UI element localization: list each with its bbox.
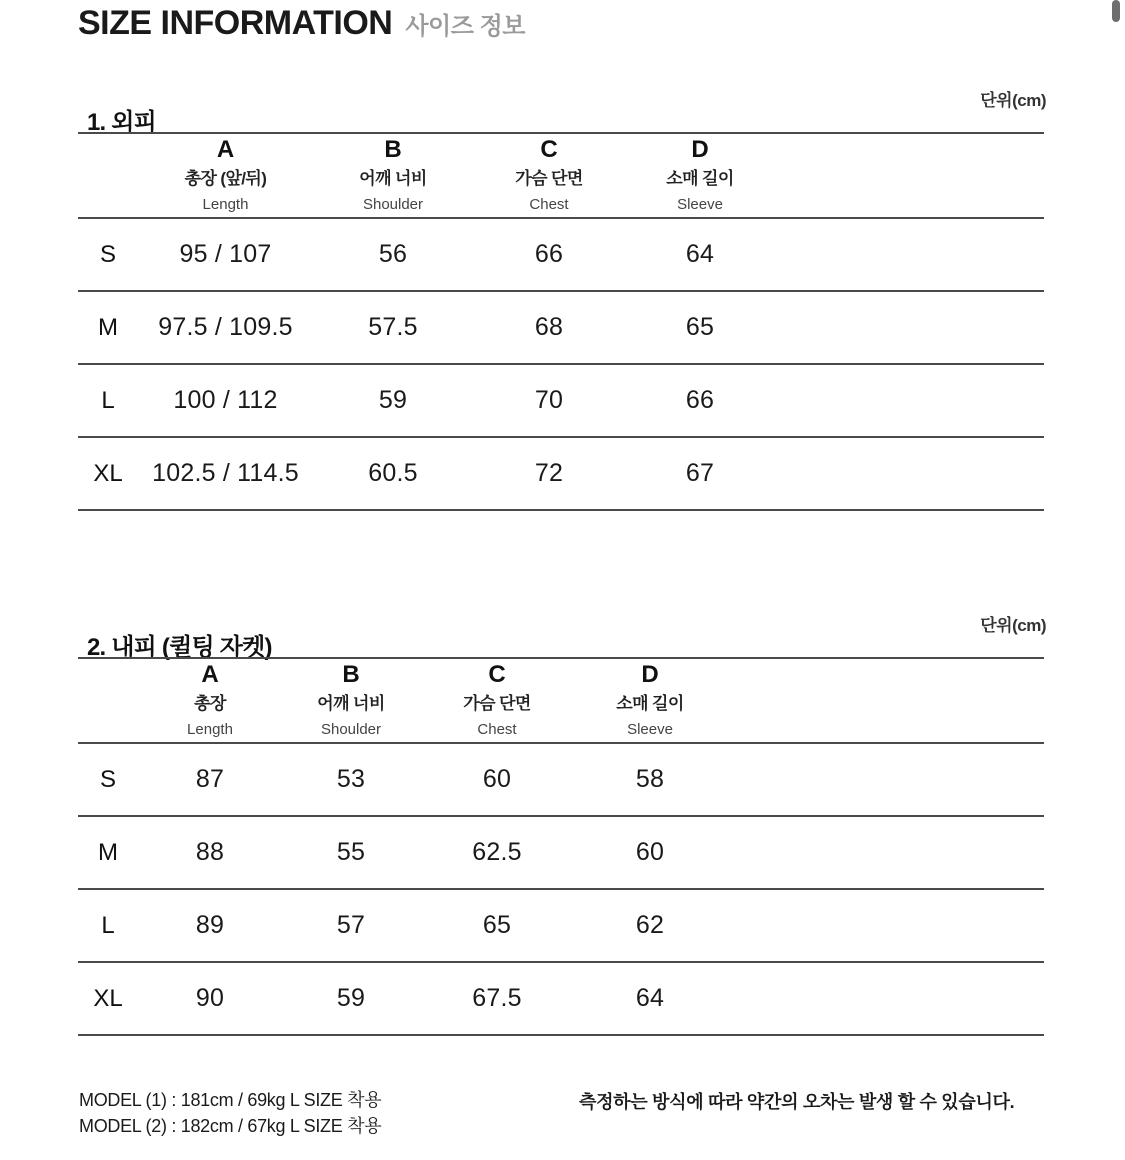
section-title: 1. 외피 [87,109,157,136]
cell-shoulder: 59 [336,984,366,1013]
header-kr-a: 총장 (앞/뒤) [184,169,267,189]
cell-shoulder: 55 [336,838,366,867]
cell-sleeve: 67 [685,459,715,488]
header-letter-c: C [488,661,506,688]
cell-sleeve: 66 [685,386,715,415]
header-letter-a: A [216,136,235,163]
model-info-line-2: MODEL (2) : 182cm / 67kg L SIZE 착용 [79,1115,382,1136]
cell-pad [775,365,1044,437]
cell-length: 100 / 112 [173,386,278,415]
section-inner-lining [0,611,1125,1036]
header-kr-d: 소매 길이 [616,694,684,714]
footer [0,1086,1125,1160]
cell-chest: 65 [482,911,512,940]
cell-shoulder: 59 [378,386,408,415]
table-row [78,744,1044,816]
cell-length: 90 [195,984,225,1013]
header-en-c: Chest [477,721,517,739]
cell-pad [726,744,1044,816]
table-row [78,438,1044,510]
table-row [78,292,1044,364]
model-info-line-1: MODEL (1) : 181cm / 69kg L SIZE 착용 [79,1090,382,1110]
section-header [0,611,1125,661]
table-row [78,963,1044,1035]
header-kr-d: 소매 길이 [666,169,734,189]
header-en-b: Shoulder [320,721,382,739]
header-kr-b: 어깨 너비 [359,169,427,189]
cell-length: 95 / 107 [179,240,272,269]
cell-sleeve: 65 [685,313,715,342]
header-cell-c [473,134,625,218]
measurement-disclaimer: 측정하는 방식에 따라 약간의 오차는 발생 할 수 있습니다. [579,1092,1015,1112]
header-en-d: Sleeve [677,196,723,214]
row-size-label: S [99,765,116,793]
table-rule [78,1035,1044,1036]
header-en-a: Length [202,196,249,214]
cell-pad [775,219,1044,291]
row-size-label: L [101,386,115,414]
size-table-outer-shell [78,132,1044,511]
cell-length: 89 [195,911,225,940]
header-letter-d: D [691,136,709,163]
cell-sleeve: 60 [635,838,665,867]
header-en-c: Chest [529,196,569,214]
table-header-row [78,134,1044,218]
header-cell-c [420,659,574,743]
header-letter-d: D [641,661,659,688]
header-letter-a: A [201,661,219,688]
cell-sleeve: 64 [635,984,665,1013]
table-header-row [78,659,1044,743]
cell-pad [726,817,1044,889]
header-cell-d [574,659,726,743]
header-cell-size [78,659,138,743]
header-en-d: Sleeve [627,721,673,739]
table-row [78,365,1044,437]
cell-chest: 72 [534,459,564,488]
header-letter-b: B [342,661,360,688]
cell-pad [726,890,1044,962]
cell-shoulder: 57 [336,911,366,940]
section-header [0,86,1125,136]
size-table-inner-lining [78,657,1044,1036]
header-cell-a [138,659,282,743]
page-title-sub: 사이즈 정보 [405,13,525,40]
model-info [79,1088,381,1139]
unit-label: 단위(cm) [980,616,1046,635]
scrollbar[interactable] [1108,0,1125,1160]
cell-length: 87 [195,765,225,794]
row-size-label: S [99,240,116,268]
page-title [78,4,525,43]
cell-chest: 68 [534,313,564,342]
header-en-a: Length [187,721,233,739]
cell-pad [775,438,1044,510]
cell-chest: 66 [534,240,564,269]
cell-sleeve: 62 [635,911,665,940]
header-kr-c: 가슴 단면 [515,169,583,189]
cell-chest: 70 [534,386,564,415]
header-cell-pad [726,659,1044,743]
row-size-label: XL [93,459,123,487]
unit-label: 단위(cm) [980,91,1046,110]
row-size-label: L [101,911,115,939]
page-title-main: SIZE INFORMATION [78,4,393,42]
header-cell-b [313,134,473,218]
row-size-label: M [98,313,118,341]
table-row [78,890,1044,962]
header-cell-pad [775,134,1044,218]
cell-shoulder: 57.5 [368,313,418,342]
cell-length: 88 [195,838,225,867]
header-kr-a: 총장 [194,694,226,714]
cell-pad [775,292,1044,364]
header-letter-c: C [540,136,558,163]
cell-shoulder: 60.5 [368,459,418,488]
section-outer-shell [0,86,1125,511]
cell-shoulder: 56 [378,240,408,269]
row-size-label: XL [93,984,123,1012]
cell-sleeve: 58 [635,765,665,794]
header-cell-b [282,659,420,743]
header-kr-b: 어깨 너비 [317,694,385,714]
header-cell-a [138,134,313,218]
cell-chest: 62.5 [472,838,522,867]
table-row [78,817,1044,889]
cell-pad [726,963,1044,1035]
table-row [78,219,1044,291]
header-kr-c: 가슴 단면 [463,694,531,714]
header-en-b: Shoulder [362,196,424,214]
header-letter-b: B [384,136,402,163]
scrollbar-thumb[interactable] [1112,0,1120,22]
cell-shoulder: 53 [336,765,366,794]
header-cell-d [625,134,775,218]
cell-length: 97.5 / 109.5 [158,313,293,342]
cell-chest: 67.5 [472,984,522,1013]
cell-sleeve: 64 [685,240,715,269]
table-rule [78,510,1044,511]
header-cell-size [78,134,138,218]
row-size-label: M [98,838,118,866]
section-title: 2. 내피 (퀼팅 자켓) [87,634,272,661]
cell-chest: 60 [482,765,512,794]
cell-length: 102.5 / 114.5 [152,459,299,488]
